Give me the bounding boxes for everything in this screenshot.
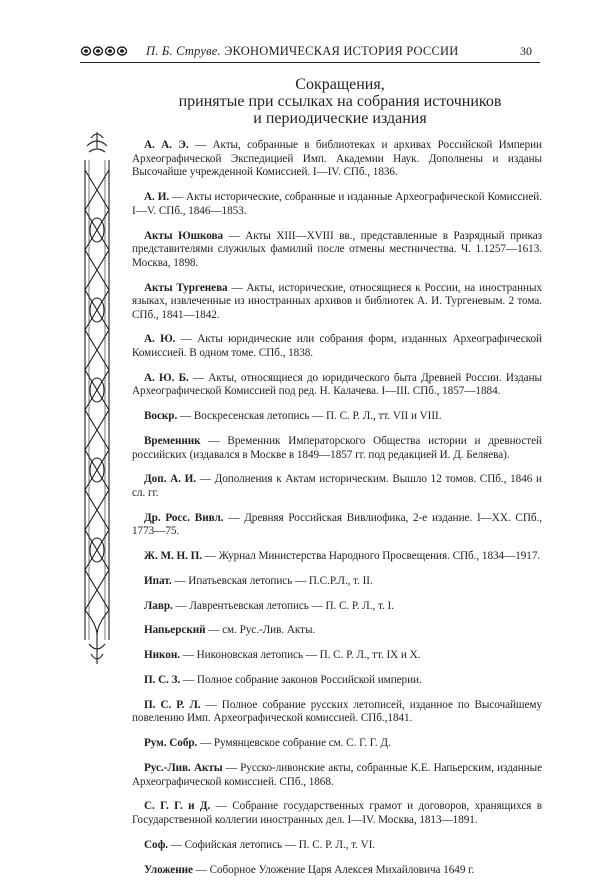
entry-abbreviation: Ж. М. Н. П. [144, 550, 203, 563]
entry-abbreviation: Временник [144, 435, 201, 447]
list-item [132, 410, 542, 424]
entry-abbreviation: А. А. Э. [144, 139, 189, 152]
list-item [132, 512, 542, 539]
list-item [132, 282, 542, 323]
entry-description: — Полное собрание русских летописей, изданное по Высочайшему повелению Имп. Археографической комиссией. СПб.,1841. [132, 698, 542, 725]
list-item [132, 473, 542, 500]
list-item [132, 600, 542, 614]
side-border-ornament-icon [75, 130, 119, 670]
entry-abbreviation: Др. Росс. Вивл. [144, 511, 224, 524]
entry-description: — Акты XIII—XVIII вв., представленные в Разрядный приказ представителями служилых фамилий после отмены местничества. Ч. 1.1257—1613. Москва, 1898. [132, 229, 542, 269]
entry-description: — Дополнения к Актам историческим. Вышло 12 томов. СПб., 1846 и сл. гг. [132, 473, 542, 499]
entry-description: — Акты, собранные в библиотеках и архивах Российской Империи Археографической Экспедицией Имп. Академии Наук. Дополнены и изданы Высочайше учрежденной Комиссией. I—IV. СПб., 1836. [132, 139, 542, 179]
entry-abbreviation: Рус.-Лив. Акты [144, 761, 223, 774]
entry-description: — Акты исторические, собранные и изданные Археографической Комиссией. I—V. СПб., 1846—1853. [132, 191, 542, 217]
list-item [132, 649, 542, 663]
list-item [132, 762, 542, 789]
list-item [132, 435, 542, 462]
entry-abbreviation: Соф. [144, 838, 169, 851]
header-author: П. Б. Струве. [146, 44, 221, 58]
entry-abbreviation: А. И. [144, 191, 170, 204]
entry-description: — Временник Императорского Общества истории и древностей российских (издавался в Москве в 1849—1857 гг. под редакцией И. Д. Беляева). [132, 435, 542, 461]
entry-description: — Русско-ливонские акты, собранные К.Е. Напьерским, изданные Археографической комиссией. СПб., 1868. [132, 761, 542, 788]
list-item [132, 372, 542, 399]
header-book-title: ЭКОНОМИЧЕСКАЯ ИСТОРИЯ РОССИИ [224, 44, 459, 58]
running-title [146, 44, 458, 58]
entry-description: — Акты юридические или собрания форм, изданных Археографической Комиссией. В одном томе. СПб., 1838. [132, 333, 542, 360]
entry-description: — Древняя Российская Вивлиофика, 2-е издание. I—XX. СПб., 1773—75. [132, 511, 542, 538]
entry-description: — Полное собрание законов Российской империи. [180, 674, 422, 687]
entry-abbreviation: Воскр. [144, 410, 178, 423]
abbreviations-list [132, 128, 542, 881]
entry-abbreviation: П. С. Р. Л. [144, 698, 201, 711]
list-item [132, 139, 542, 180]
entry-description: — Воскресенская летопись — П. С. Р. Л., тт. VII и VIII. [177, 410, 442, 423]
entry-description: — Акты, относящиеся до юридического быта Древней России. Изданы Археографической Комиссией под ред. Н. Калачева. I—III. СПб., 1857—1884. [132, 371, 542, 398]
list-item [132, 333, 542, 360]
entry-description: — Журнал Министерства Народного Просвещения. СПб., 1834—1917. [202, 550, 541, 563]
title-line-2: принятые при ссылках на собрания источников [178, 93, 502, 110]
page-number: 30 [520, 44, 532, 58]
list-item [132, 191, 542, 218]
list-item [132, 800, 542, 827]
entry-abbreviation: Акты Тургенева [144, 281, 228, 294]
entry-description: — см. Рус.-Лив. Акты. [205, 624, 316, 637]
entry-abbreviation: А. Ю. Б. [144, 371, 189, 384]
entry-abbreviation: Уложение [144, 863, 193, 876]
entry-abbreviation: Никон. [144, 649, 180, 662]
entry-description: — Никоновская летопись — П. С. Р. Л., тт. IX и X. [179, 649, 421, 662]
list-item [132, 230, 542, 271]
entry-description: — Лаврентьевская летопись — П. С. Р. Л., т. I. [172, 599, 394, 612]
entry-description: — Собрание государственных грамот и договоров, хранящихся в Государственной коллегии иностранных дел. I—IV. Москва, 1813—1891. [132, 800, 542, 826]
page-title [140, 76, 540, 127]
header-rule [80, 62, 540, 63]
entry-abbreviation: Акты Юшкова [144, 229, 224, 242]
entry-description: — Соборное Уложение Царя Алексея Михайловича 1649 г. [192, 863, 475, 876]
list-item [132, 575, 542, 589]
entry-description: — Софийская летопись — П. С. Р. Л., т. VI. [168, 838, 376, 851]
list-item [132, 550, 542, 564]
entry-description: — Ипатьевская летопись — П.С.Р.Л., т. II. [171, 574, 373, 587]
list-item [132, 624, 542, 638]
entry-abbreviation: С. Г. Г. и Д. [144, 800, 211, 813]
list-item [132, 864, 542, 878]
title-line-1: Сокращения, [295, 76, 385, 93]
list-item [132, 699, 542, 726]
running-header [0, 36, 600, 62]
list-item [132, 674, 542, 688]
entry-abbreviation: Рум. Собр. [144, 737, 198, 750]
entry-abbreviation: Ипат. [144, 574, 172, 587]
entry-abbreviation: А. Ю. [144, 333, 176, 346]
header-ornament-icon [80, 44, 132, 58]
entry-description: — Румянцевское собрание см. С. Г. Г. Д. [197, 737, 391, 750]
list-item [132, 737, 542, 751]
entry-abbreviation: П. С. З. [144, 674, 181, 687]
list-item [132, 839, 542, 853]
entry-abbreviation: Лавр. [144, 599, 173, 612]
entry-description: — Акты, исторические, относящиеся к России, на иностранных языках, извлеченные из иностранных архивов и библиотек А. И. Тургеневым. 2 тома. СПб., 1841—1842. [132, 281, 542, 321]
entry-abbreviation: Доп. А. И. [144, 473, 197, 486]
title-line-3: и периодические издания [253, 110, 427, 127]
entry-abbreviation: Напьерский [144, 624, 206, 637]
